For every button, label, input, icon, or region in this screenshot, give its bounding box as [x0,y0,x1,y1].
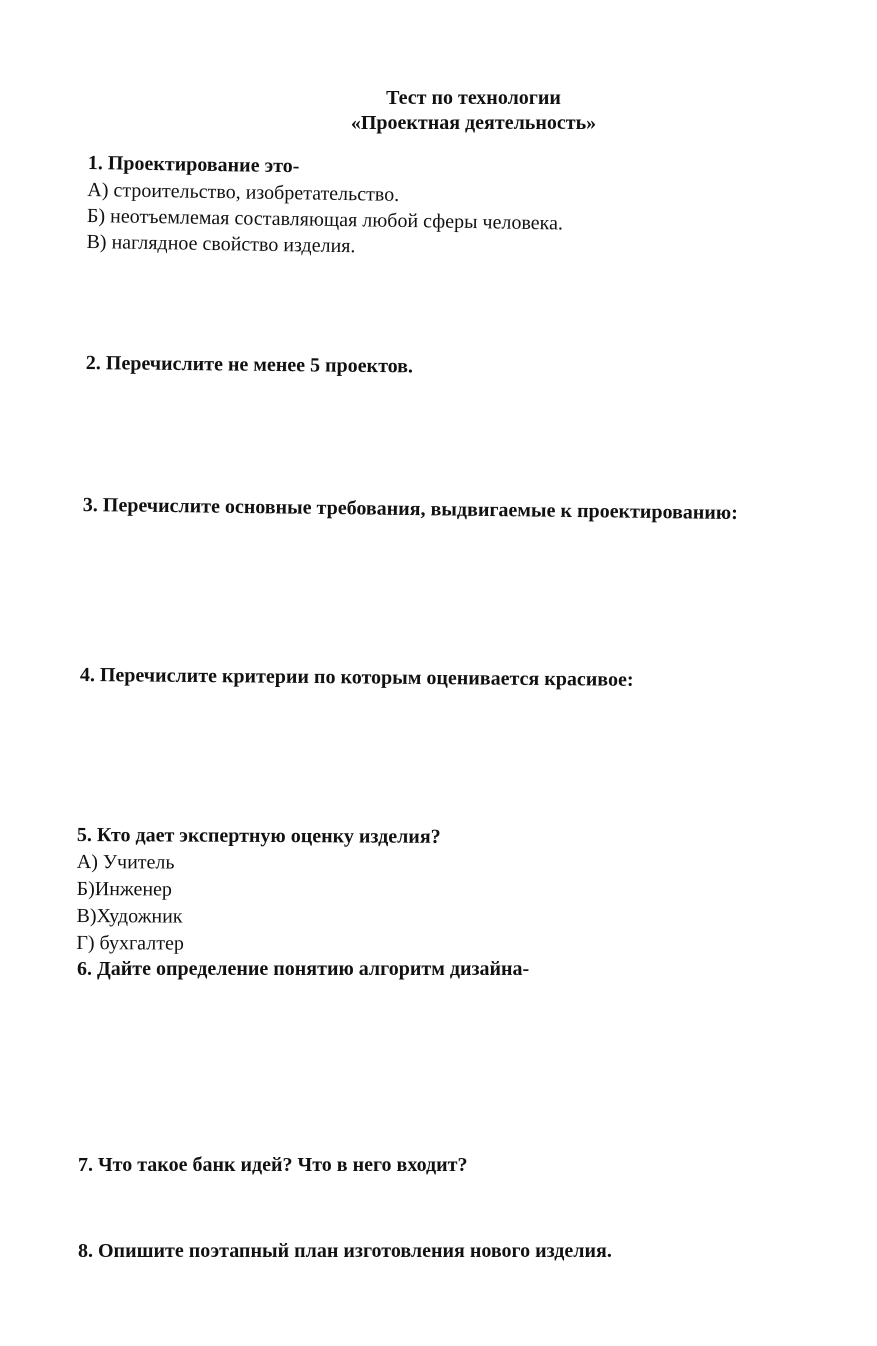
question-6-text: 6. Дайте определение понятию алгоритм дизайна- [77,958,530,980]
question-3-text: 3. Перечислите основные требования, выдвигаемые к проектированию: [82,493,738,525]
question-4 [80,662,634,694]
question-1-text: 1. Проектирование это- [87,151,300,178]
question-3 [83,492,738,527]
question-5-option-a: А) Учитель [76,850,175,874]
question-1-option-c: В) наглядное свойство изделия. [86,230,356,258]
question-1-option-a: А) строительство, изобретательство. [87,178,400,206]
question-1 [86,150,564,262]
question-5-option-c: В)Художник [76,904,183,928]
question-8 [78,1238,612,1265]
question-5-option-d: Г) бухгалтер [76,931,184,955]
question-1-option-b: Б) неотъемлемая составляющая любой сферы человека. [86,204,564,235]
question-2 [86,350,413,380]
question-5-option-b: Б)Инженер [76,877,173,901]
question-5 [76,822,440,959]
question-2-text: 2. Перечислите не менее 5 проектов. [85,351,414,378]
title-line-2: «Проектная деятельность» [350,112,597,134]
question-8-text: 8. Опишите поэтапный план изготовления нового изделия. [78,1240,612,1262]
page-title [0,86,877,136]
question-6 [77,956,529,983]
title-line-1: Тест по технологии [386,87,561,109]
question-7-text: 7. Что такое банк идей? Что в него входит? [78,1154,468,1176]
question-5-text: 5. Кто дает экспертную оценку изделия? [76,824,441,848]
question-4-text: 4. Перечислите критерии по которым оценивается красивое: [79,663,634,691]
question-7 [78,1152,467,1179]
